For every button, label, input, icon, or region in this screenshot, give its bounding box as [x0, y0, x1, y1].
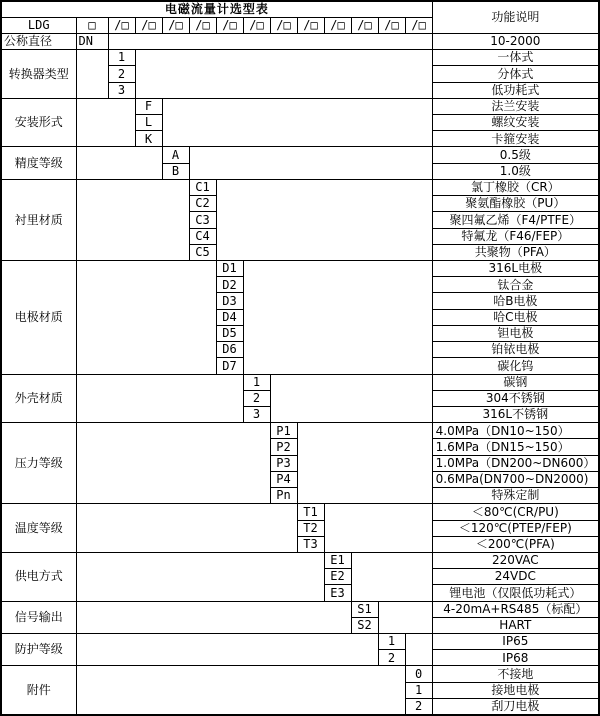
- option-desc-cell: 螺纹安装: [432, 115, 599, 131]
- option-code-cell: P3: [270, 455, 297, 471]
- option-code-cell: L: [135, 115, 162, 131]
- spacer-cell: [76, 147, 162, 179]
- option-desc-cell: 低功耗式: [432, 82, 599, 98]
- option-desc-cell: IP65: [432, 634, 599, 650]
- option-code-cell: C3: [189, 212, 216, 228]
- option-code-cell: D7: [216, 358, 243, 374]
- option-desc-cell: 卡箍安装: [432, 131, 599, 147]
- option-code-cell: C1: [189, 179, 216, 195]
- option-code-cell: D3: [216, 293, 243, 309]
- option-desc-cell: 1.0MPa（DN200~DN600）: [432, 455, 599, 471]
- option-desc-cell: 刮刀电极: [432, 698, 599, 715]
- option-desc-cell: 一体式: [432, 50, 599, 66]
- category-label-accuracy: 精度等级: [1, 147, 76, 179]
- spacer-cell: [270, 374, 432, 423]
- option-desc-cell: 分体式: [432, 66, 599, 82]
- option-code-cell: C4: [189, 228, 216, 244]
- option-desc-cell: 1.0级: [432, 163, 599, 179]
- option-code-cell: 3: [108, 82, 135, 98]
- option-code-cell: F: [135, 98, 162, 114]
- category-label-signal-output: 信号输出: [1, 601, 76, 633]
- spacer-cell: [351, 552, 432, 601]
- option-code-cell: E3: [324, 585, 351, 601]
- category-label-temperature-rating: 温度等级: [1, 504, 76, 553]
- option-desc-cell: 4-20mA+RS485（标配）: [432, 601, 599, 617]
- category-label-nominal-diameter: 公称直径: [1, 33, 76, 49]
- option-code-cell: A: [162, 147, 189, 163]
- category-label-protection-rating: 防护等级: [1, 634, 76, 666]
- option-code-cell: P4: [270, 471, 297, 487]
- option-code-cell: 1: [378, 634, 405, 650]
- option-desc-cell: 220VAC: [432, 552, 599, 568]
- option-desc-cell: 聚氨酯橡胶（PU）: [432, 196, 599, 212]
- spacer-cell: [162, 98, 432, 147]
- spacer-cell: [76, 601, 351, 633]
- option-desc-cell: 钽电极: [432, 325, 599, 341]
- model-slot-cell: /□: [270, 17, 297, 33]
- option-desc-cell: 碳化钨: [432, 358, 599, 374]
- option-desc-cell: 1.6MPa（DN15~150）: [432, 439, 599, 455]
- model-slot-cell: /□: [324, 17, 351, 33]
- spacer-cell: [76, 374, 243, 423]
- category-label-accessories: 附件: [1, 666, 76, 715]
- spacer-cell: [76, 98, 135, 147]
- option-code-cell: 2: [243, 390, 270, 406]
- option-desc-cell: 聚四氟乙烯（F4/PTFE）: [432, 212, 599, 228]
- model-slot-cell: /□: [243, 17, 270, 33]
- spacer-cell: [76, 261, 216, 375]
- option-code-cell: E1: [324, 552, 351, 568]
- option-desc-cell: 哈C电极: [432, 309, 599, 325]
- option-desc-cell: IP68: [432, 650, 599, 666]
- spacer-cell: [243, 261, 432, 375]
- function-column-header: 功能说明: [432, 1, 599, 33]
- spacer-cell: [76, 504, 297, 553]
- category-label-liner-material: 衬里材质: [1, 179, 76, 260]
- option-desc-cell: 304不锈钢: [432, 390, 599, 406]
- option-desc-cell: 特氟龙（F46/FEP）: [432, 228, 599, 244]
- option-desc-cell: 10-2000: [432, 33, 599, 49]
- spacer-cell: [108, 33, 432, 49]
- option-code-cell: D2: [216, 277, 243, 293]
- option-desc-cell: ＜80℃(CR/PU): [432, 504, 599, 520]
- category-label-electrode-material: 电极材质: [1, 261, 76, 375]
- category-label-installation: 安装形式: [1, 98, 76, 147]
- option-desc-cell: 氯丁橡胶（CR）: [432, 179, 599, 195]
- spacer-cell: [324, 504, 432, 553]
- option-code-cell: P2: [270, 439, 297, 455]
- option-code-cell: T3: [297, 536, 324, 552]
- option-code-cell: D6: [216, 342, 243, 358]
- option-code-cell: S2: [351, 617, 378, 633]
- model-slot-cell: /□: [405, 17, 432, 33]
- option-desc-cell: 不接地: [432, 666, 599, 682]
- model-slot-cell: /□: [216, 17, 243, 33]
- option-code-cell: 1: [243, 374, 270, 390]
- model-slot-cell: /□: [189, 17, 216, 33]
- spacer-cell: [76, 179, 189, 260]
- model-slot-cell: /□: [297, 17, 324, 33]
- option-code-cell: D5: [216, 325, 243, 341]
- model-slot-cell: /□: [378, 17, 405, 33]
- option-desc-cell: 哈B电极: [432, 293, 599, 309]
- option-desc-cell: HART: [432, 617, 599, 633]
- option-desc-cell: 共聚物（PFA）: [432, 244, 599, 260]
- spacer-cell: [297, 423, 432, 504]
- option-desc-cell: 接地电极: [432, 682, 599, 698]
- model-slot-cell: /□: [135, 17, 162, 33]
- option-desc-cell: ＜200℃(PFA): [432, 536, 599, 552]
- option-desc-cell: 铂铱电极: [432, 342, 599, 358]
- spacer-cell: [76, 423, 270, 504]
- spacer-cell: [135, 50, 432, 99]
- spacer-cell: [76, 50, 108, 99]
- model-slot-cell: /□: [108, 17, 135, 33]
- table-title: 电磁流量计选型表: [1, 1, 432, 17]
- option-desc-cell: 碳钢: [432, 374, 599, 390]
- option-code-cell: Pn: [270, 488, 297, 504]
- option-code-cell: D1: [216, 261, 243, 277]
- model-prefix-cell: LDG: [1, 17, 76, 33]
- option-code-cell: K: [135, 131, 162, 147]
- option-code-cell: E2: [324, 569, 351, 585]
- option-code-cell: C5: [189, 244, 216, 260]
- option-code-cell: 2: [378, 650, 405, 666]
- model-box-cell: □: [76, 17, 108, 33]
- option-code-cell: 2: [108, 66, 135, 82]
- spacer-cell: [216, 179, 432, 260]
- spacer-cell: [378, 601, 432, 633]
- model-slot-cell: /□: [162, 17, 189, 33]
- option-code-cell: 2: [405, 698, 432, 715]
- category-label-power-supply: 供电方式: [1, 552, 76, 601]
- option-code-cell: T1: [297, 504, 324, 520]
- spacer-cell: [405, 634, 432, 666]
- option-desc-cell: 0.5级: [432, 147, 599, 163]
- category-label-pressure-rating: 压力等级: [1, 423, 76, 504]
- option-desc-cell: 锂电池（仅限低功耗式）: [432, 585, 599, 601]
- option-code-cell: 0: [405, 666, 432, 682]
- option-desc-cell: 4.0MPa（DN10~150）: [432, 423, 599, 439]
- option-desc-cell: 特殊定制: [432, 488, 599, 504]
- option-desc-cell: ＜120℃(PTEP/FEP): [432, 520, 599, 536]
- option-code-cell: C2: [189, 196, 216, 212]
- option-code-cell: D4: [216, 309, 243, 325]
- option-desc-cell: 0.6MPa(DN700~DN2000): [432, 471, 599, 487]
- option-code-cell: T2: [297, 520, 324, 536]
- option-desc-cell: 24VDC: [432, 569, 599, 585]
- option-code-cell: DN: [76, 33, 108, 49]
- model-slot-cell: /□: [351, 17, 378, 33]
- spacer-cell: [76, 666, 405, 715]
- option-desc-cell: 钛合金: [432, 277, 599, 293]
- category-label-converter-type: 转换器类型: [1, 50, 76, 99]
- spacer-cell: [76, 634, 378, 666]
- option-code-cell: P1: [270, 423, 297, 439]
- option-code-cell: 1: [405, 682, 432, 698]
- category-label-housing-material: 外壳材质: [1, 374, 76, 423]
- option-code-cell: 1: [108, 50, 135, 66]
- spacer-cell: [189, 147, 432, 179]
- option-desc-cell: 316L不锈钢: [432, 406, 599, 422]
- option-code-cell: S1: [351, 601, 378, 617]
- option-desc-cell: 法兰安装: [432, 98, 599, 114]
- option-code-cell: B: [162, 163, 189, 179]
- spacer-cell: [76, 552, 324, 601]
- option-code-cell: 3: [243, 406, 270, 422]
- option-desc-cell: 316L电极: [432, 261, 599, 277]
